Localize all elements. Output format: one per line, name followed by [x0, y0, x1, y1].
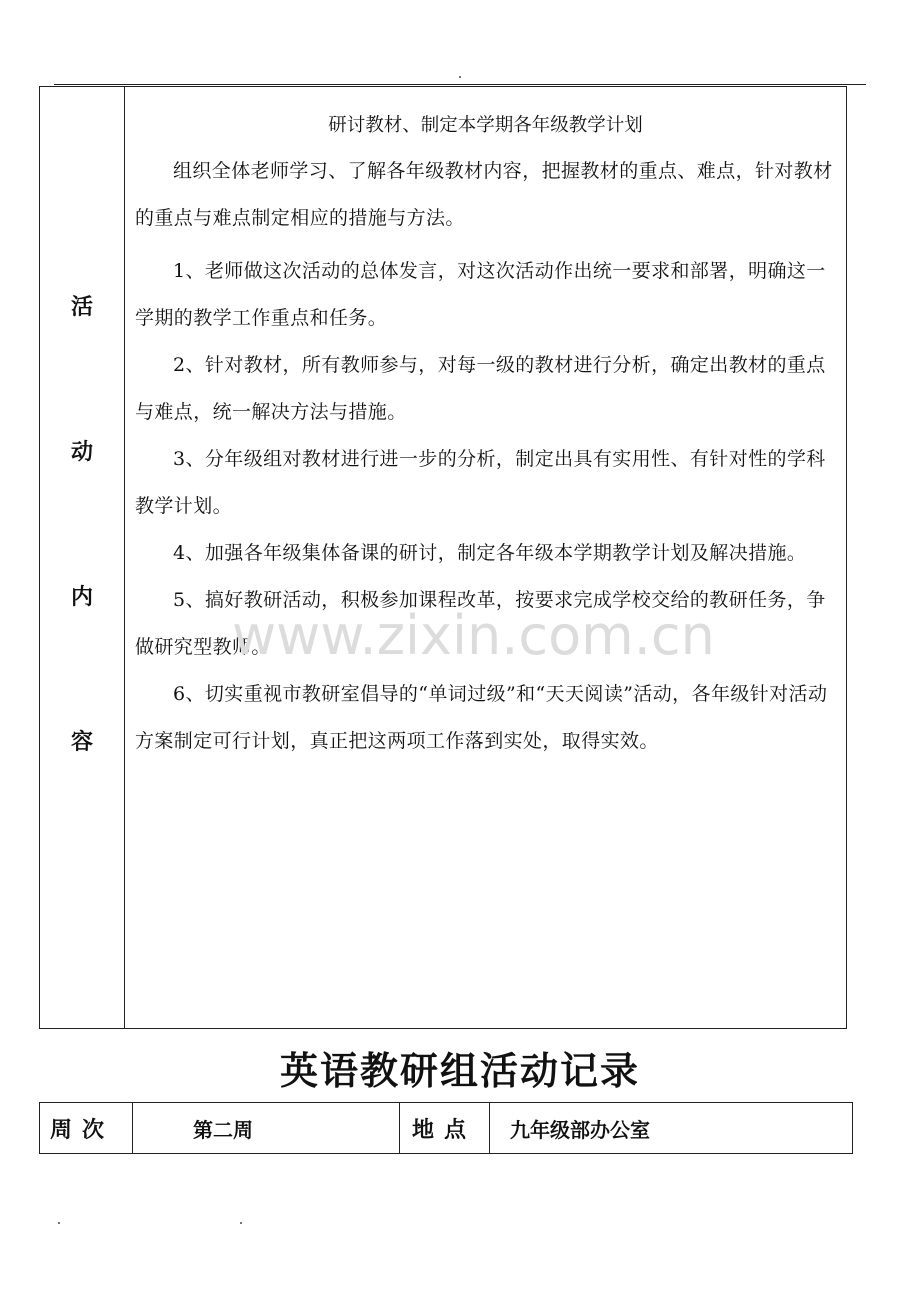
activity-item: 2、针对教材，所有教师参与，对每一级的教材进行分析，确定出教材的重点与难点，统一解决方法与措施。 [135, 354, 826, 423]
week-label: 周次 [40, 1103, 133, 1153]
footer-dot [58, 1222, 60, 1224]
info-table [39, 1102, 853, 1154]
activity-label-column [40, 87, 125, 1028]
label-char: 活 [70, 295, 93, 320]
watermark: www.zixin.com.cn [232, 604, 715, 667]
label-char: 容 [70, 730, 93, 755]
footer-dot [240, 1222, 242, 1224]
label-char: 动 [70, 440, 93, 465]
week-value: 第二周 [133, 1103, 400, 1153]
activity-item: 3、分年级组对教材进行进一步的分析，制定出具有实用性、有针对性的学科教学计划。 [135, 448, 826, 517]
label-char: 内 [70, 585, 93, 610]
place-value: 九年级部办公室 [510, 1117, 650, 1142]
activity-items [135, 248, 836, 765]
activity-title: 研讨教材、制定本学期各年级教学计划 [328, 115, 643, 136]
activity-content-table [39, 86, 847, 1029]
activity-item: 5、搞好教研活动，积极参加课程改革，按要求完成学校交给的教研任务，争做研究型教师。 [135, 589, 826, 658]
activity-item: 6、切实重视市教研室倡导的“单词过级”和“天天阅读”活动，各年级针对活动方案制定可行计划，真正把这两项工作落到实处，取得实效。 [135, 683, 828, 752]
record-title: 英语教研组活动记录 [279, 1049, 640, 1093]
activity-content-column [125, 87, 846, 1028]
intro-paragraph: 组织全体老师学习、了解各年级教材内容，把握教材的重点、难点，针对教材的重点与难点制定相应的措施与方法。 [135, 160, 833, 229]
activity-item: 1、老师做这次活动的总体发言，对这次活动作出统一要求和部署，明确这一学期的教学工作重点和任务。 [135, 260, 826, 329]
activity-item: 4、加强各年级集体备课的研讨，制定各年级本学期教学计划及解决措施。 [173, 542, 807, 564]
header-rule [54, 84, 866, 85]
header-dot [459, 76, 461, 78]
place-label: 地点 [400, 1103, 490, 1153]
